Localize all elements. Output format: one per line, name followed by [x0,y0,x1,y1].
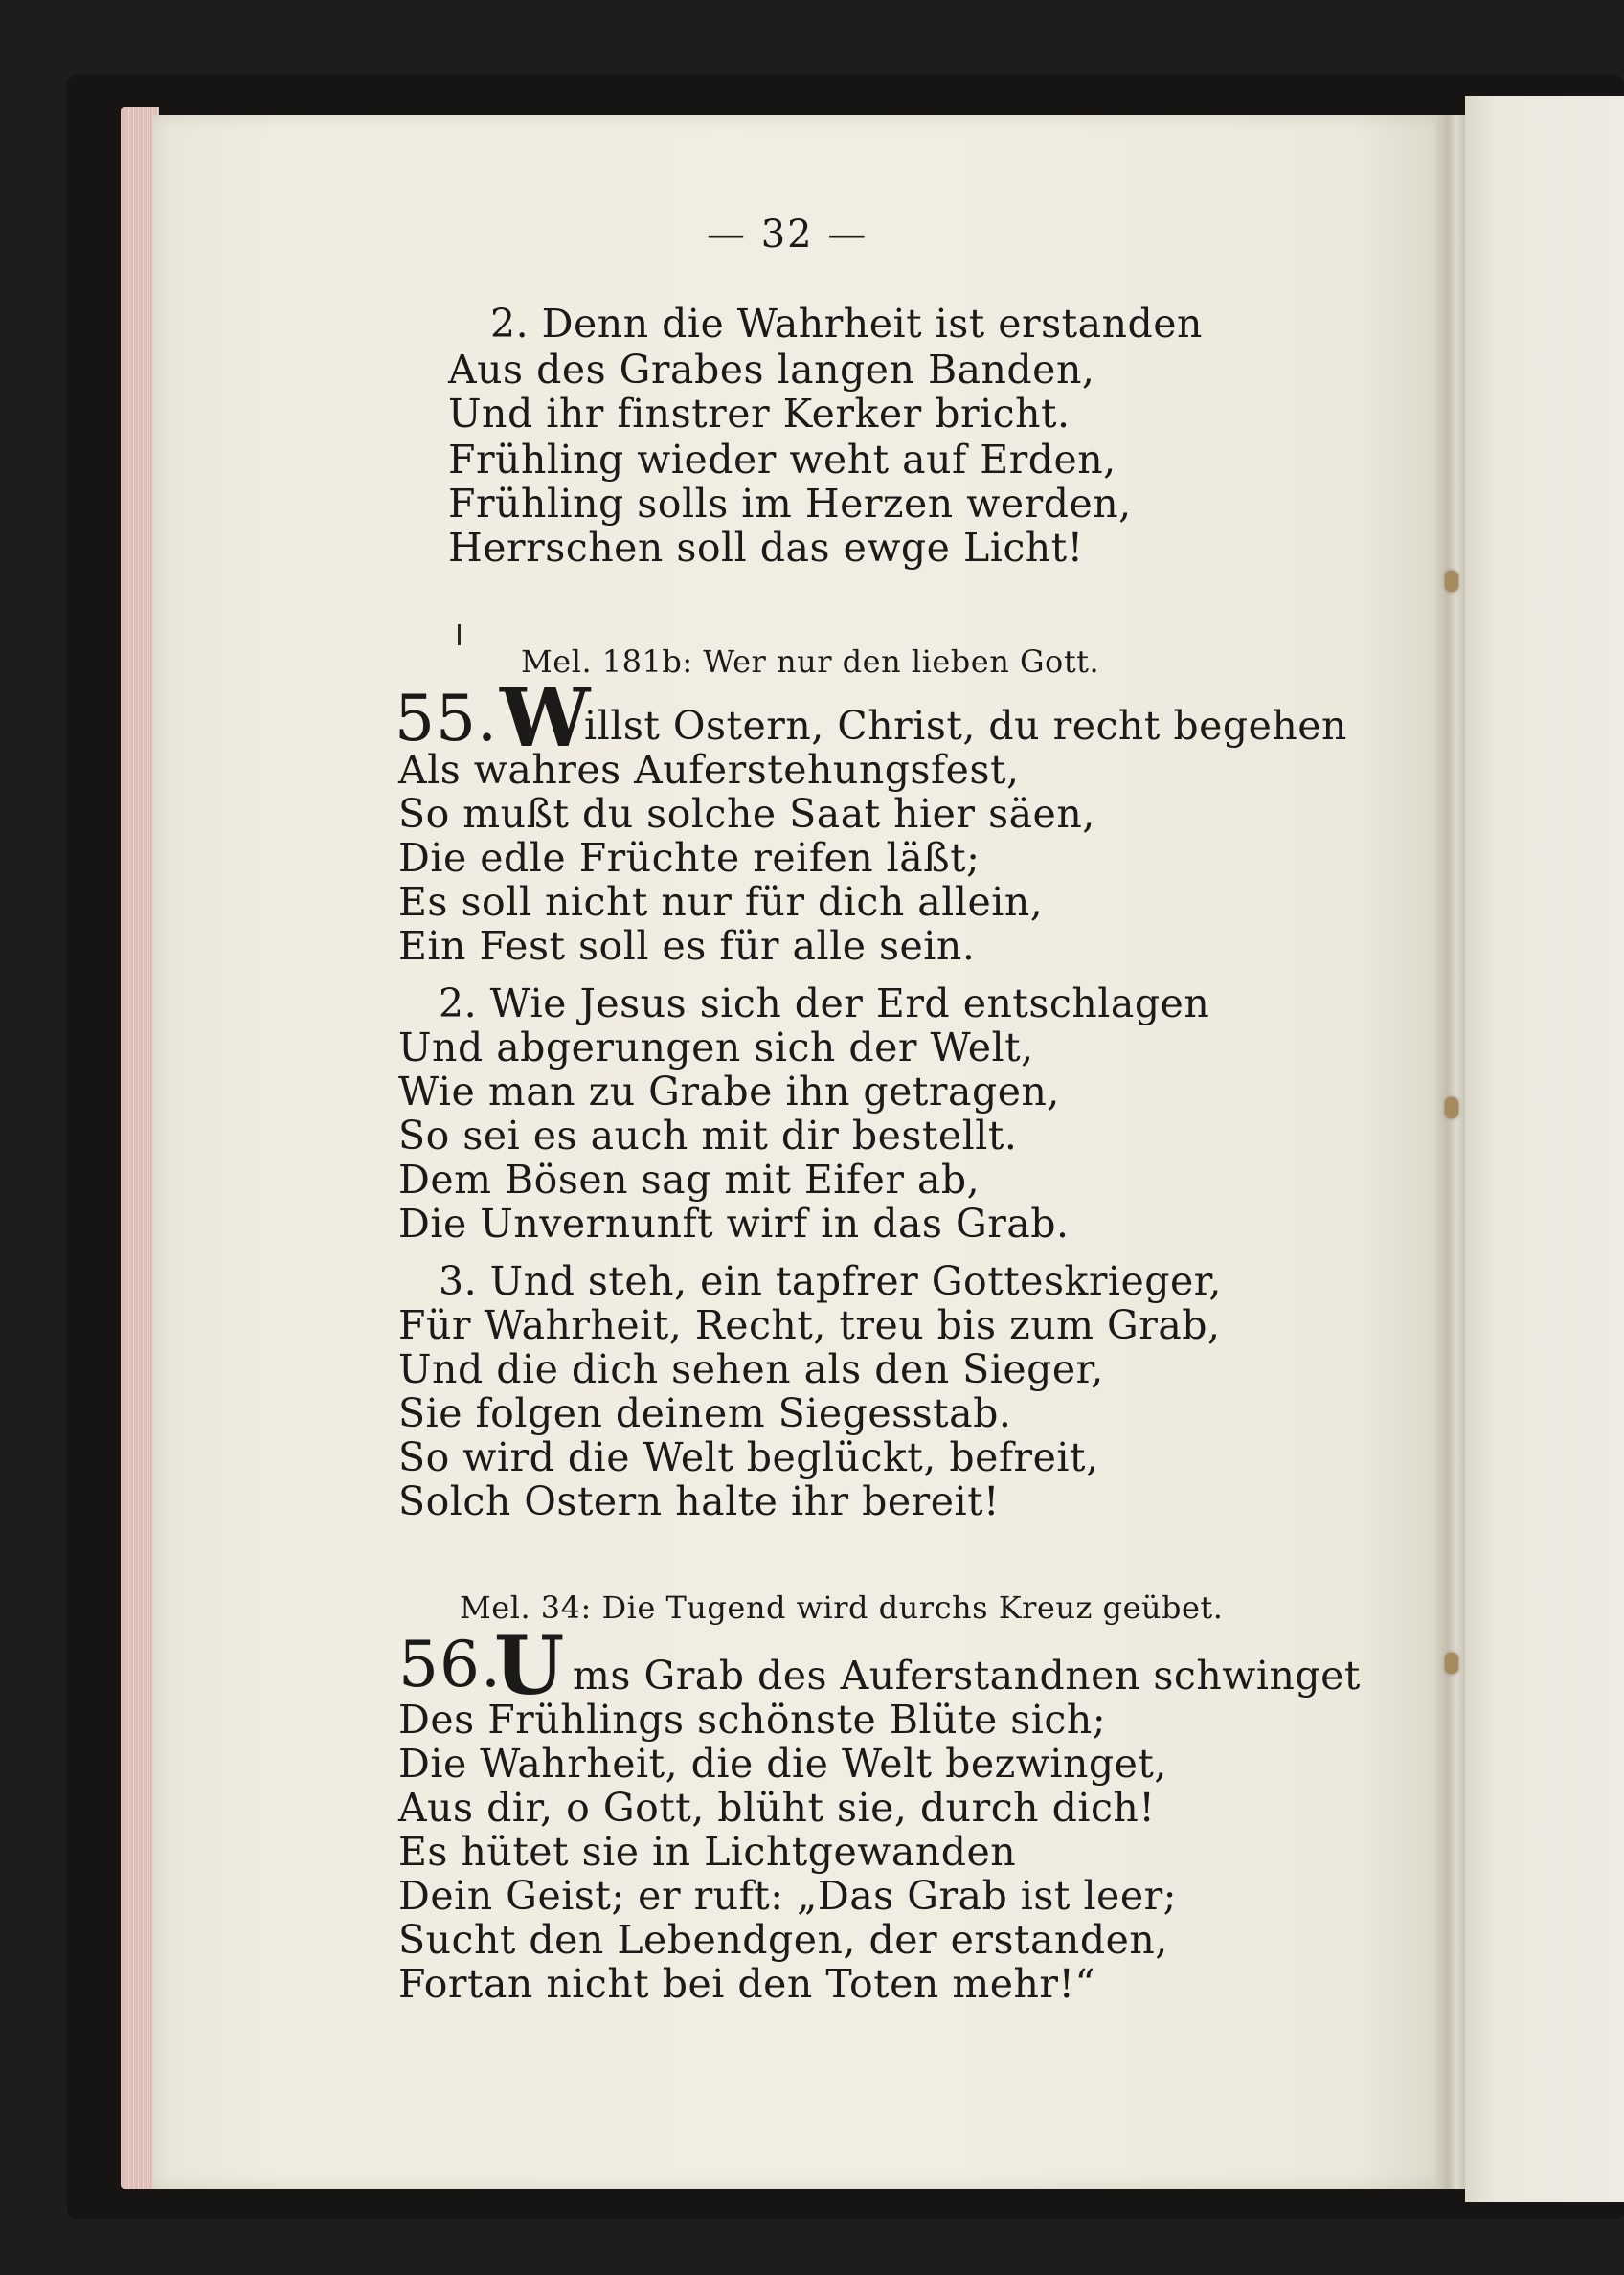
verse-line: Die edle Früchte reifen läßt; [398,835,981,881]
verse-line: Wie man zu Grabe ihn getragen, [398,1069,1060,1115]
verse-line: Des Frühlings schönste Blüte sich; [398,1697,1107,1743]
verse-line: Aus dir, o Gott, blüht sie, durch dich! [398,1785,1156,1831]
verse-line: So sei es auch mit dir bestellt. [398,1113,1018,1159]
page-number: — 32 — [707,213,868,257]
verse-line: Sucht den Lebendgen, der erstanden, [398,1917,1168,1963]
ink-speck [458,624,461,645]
verse-line: Solch Ostern halte ihr bereit! [398,1478,1001,1524]
drop-initial: W [500,670,591,765]
binding-stitch [1445,571,1458,592]
melody-reference: Mel. 34: Die Tugend wird durchs Kreuz geübet. [460,1589,1224,1626]
binding-stitch [1445,1097,1458,1118]
right-page-edge [1465,96,1624,2202]
verse-line: Es soll nicht nur für dich allein, [398,879,1044,925]
book-gutter [1436,115,1465,2189]
verse-line: Frühling solls im Herzen werden, [448,481,1132,527]
verse-line: So mußt du solche Saat hier säen, [398,791,1095,837]
verse-line: Und abgerungen sich der Welt, [398,1025,1034,1070]
verse-line: Sie folgen deinem Siegesstab. [398,1390,1012,1436]
verse-line: Dem Bösen sag mit Eifer ab, [398,1157,981,1203]
verse-line: Die Unvernunft wirf in das Grab. [398,1201,1070,1247]
verse-line: Aus des Grabes langen Banden, [448,347,1095,393]
binding-stitch [1445,1653,1458,1674]
verse-line: Frühling wieder weht auf Erden, [448,437,1116,483]
verse-line: Dein Geist; er ruft: „Das Grab ist leer; [398,1873,1177,1919]
verse-line: 2. Wie Jesus sich der Erd entschlagen [439,980,1210,1026]
verse-line: Fortan nicht bei den Toten mehr!“ [398,1961,1095,2007]
verse-line: Es hütet sie in Lichtgewanden [398,1829,1017,1875]
hymn-number: 55. [395,682,498,755]
verse-line: Ein Fest soll es für alle sein. [398,923,976,969]
hymn-number: 56. [398,1628,502,1701]
verse-line: ms Grab des Auferstandnen schwinget [573,1653,1361,1699]
verse-line: Und ihr finstrer Kerker bricht. [448,391,1071,437]
verse-line: Als wahres Auferstehungsfest, [398,747,1020,793]
verse-line: So wird die Welt beglückt, befreit, [398,1434,1099,1480]
verse-line: Für Wahrheit, Recht, treu bis zum Grab, [398,1302,1221,1348]
verse-line: Herrschen soll das ewge Licht! [448,525,1084,571]
melody-reference: Mel. 181b: Wer nur den lieben Gott. [521,643,1100,680]
drop-initial: U [494,1618,565,1713]
verse-line: 3. Und steh, ein tapfrer Gotteskrieger, [439,1258,1222,1304]
verse-line: Die Wahrheit, die die Welt bezwinget, [398,1741,1167,1787]
verse-line: Und die dich sehen als den Sieger, [398,1346,1104,1392]
verse-line: illst Ostern, Christ, du recht begehen [584,703,1347,749]
verse-line: 2. Denn die Wahrheit ist erstanden [490,301,1203,347]
